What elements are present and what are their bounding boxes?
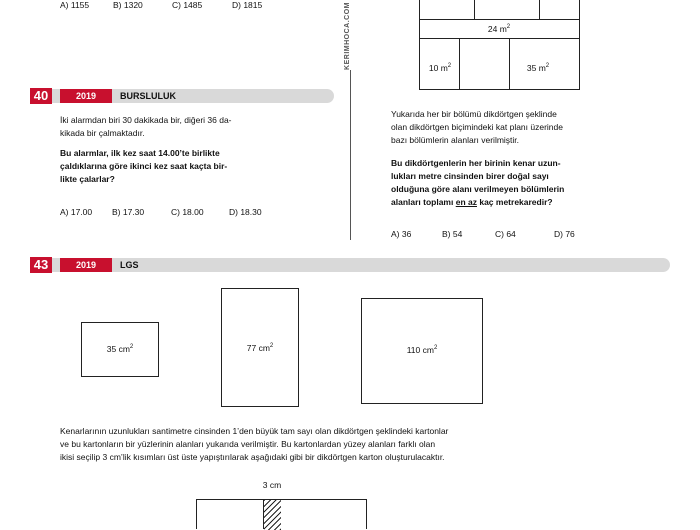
question-41-text: Yukarıda her bir bölümü dikdörtgen şeklinde olan dikdörtgen biçimindeki kat planı üzerinde bazı bölümlerin alanları verilmiştir. Bu dikdörtgenlerin her birinin kenar uzun- lukları metre cinsinden birer doğal sayı olduğuna göre alanı verilmeyen bölümlerin alanları toplamı en az kaç metrekaredir?	[391, 109, 565, 207]
overlap-label: 3 cm	[262, 480, 282, 490]
q41-option-d[interactable]: D) 76	[554, 229, 575, 239]
q41-option-c[interactable]: C) 64	[495, 229, 516, 239]
card-110-label: 110 $cm^2$	[406, 345, 438, 355]
floor-plan-area-35: 35 $m^2$	[526, 63, 550, 73]
option-d[interactable]: D) 1815	[232, 0, 263, 10]
option-a[interactable]: A) 1155	[60, 0, 90, 10]
floor-plan-bottom-divider-1	[459, 38, 460, 90]
floor-plan-top-divider-2	[539, 0, 540, 20]
question-43-text: Kenarlarının uzunlukları santimetre cinsinden 1’den büyük tam sayı olan dikdörtgen şeklindeki kartonlar ve bu kartonların bir yüzlerinin alanları yukarıda verilmiştir. Bu kartonlardan yüzey alanları farklı olan ikisi seçilip 3 cm’lik kısımları üst üste yapıştırılarak aşağıdaki gibi bir dikdörtgen karton oluşturulacaktır.	[60, 426, 449, 462]
question-43-number: 43	[30, 257, 52, 273]
floor-plan-top-row	[419, 0, 580, 20]
card-35-label: 35 $cm^2$	[106, 344, 134, 354]
q40-option-d[interactable]: D) 18.30	[229, 207, 262, 217]
option-c[interactable]: C) 1485	[172, 0, 203, 10]
question-40-text: İki alarmdan biri 30 dakikada bir, diğeri 36 da- kikada bir çalmaktadır. Bu alarmlar, ilk kez saat 14.00’te birlikte çaldıklarına göre ikinci kez saat kaçta bir- likte çalarlar?	[60, 115, 232, 184]
question-43-year: 2019	[60, 258, 112, 272]
floor-plan-bottom-divider-2	[509, 38, 510, 90]
question-40-source: BURSLULUK	[120, 91, 176, 101]
floor-plan-area-10: 10 $m^2$	[428, 63, 452, 73]
floor-plan-top-divider-1	[474, 0, 475, 20]
question-43-source: LGS	[120, 260, 139, 270]
question-40-number: 40	[30, 88, 52, 104]
card-77-label: 77 $cm^2$	[246, 343, 274, 353]
option-b[interactable]: B) 1320	[113, 0, 143, 10]
q40-option-a[interactable]: A) 17.00	[60, 207, 93, 217]
watermark: KERIMHOCA.COM	[344, 2, 351, 70]
q40-option-b[interactable]: B) 17.30	[112, 207, 145, 217]
overlap-hatch	[264, 500, 281, 530]
column-divider	[350, 70, 351, 240]
q41-option-a[interactable]: A) 36	[391, 229, 412, 239]
floor-plan-area-24: 24 $m^2$	[487, 24, 511, 34]
question-40-year: 2019	[60, 89, 112, 103]
q41-option-b[interactable]: B) 54	[442, 229, 463, 239]
q40-option-c[interactable]: C) 18.00	[171, 207, 204, 217]
